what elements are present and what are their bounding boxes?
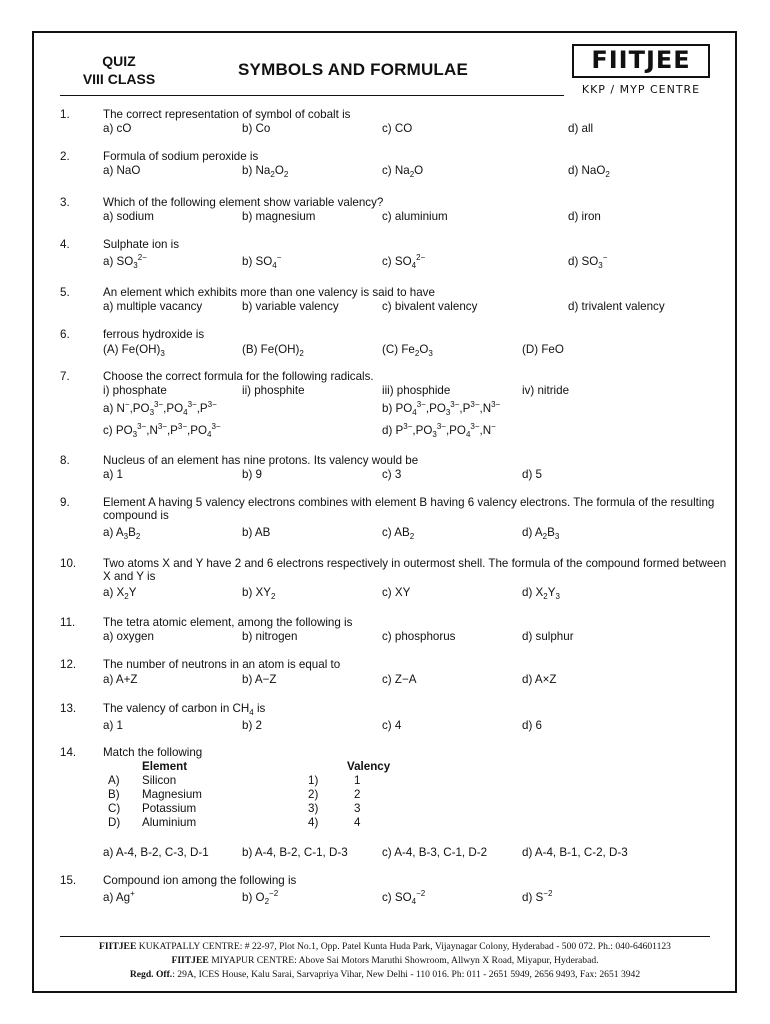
quiz-label [78, 52, 160, 88]
footer-brand: FIITJEE [99, 941, 137, 952]
match-number: 4) [308, 816, 319, 829]
option-a: a) $A_3B_2$ [103, 526, 141, 541]
question-14 [60, 746, 740, 866]
match-number: 2) [308, 788, 319, 801]
option-a: a) 1 [103, 719, 123, 732]
option-d: d) A-4, B-1, C-2, D-3 [522, 846, 628, 859]
question-number: 5. [60, 286, 70, 299]
option-d: (D) FeO [522, 343, 564, 356]
footer-address: KUKATPALLY CENTRE: # 22-97, Plot No.1, Opp. Patel Kunta Huda Park, Vijaynagar Colony, Hyderabad - 500 072. Ph.: 040-64601123 [138, 941, 671, 952]
footer-address: MIYAPUR CENTRE: Above Sai Motors Maruthi Showroom, Allwyn X Road, Miyapur, Hyderabad. [211, 955, 599, 966]
option-b: b) AB [242, 526, 271, 539]
option-c: c) $PO_3^{3-},N^{3-},P^{3-},PO_4^{3-}$ [103, 422, 221, 439]
option-a: a) $SO_3^{2-}$ [103, 253, 147, 270]
option-d: d) 5 [522, 468, 542, 481]
question-text: ferrous hydroxide is [103, 328, 205, 341]
option-a: a) cO [103, 122, 132, 135]
option-c: c) $AB_2$ [382, 526, 415, 541]
option-b: b) nitrogen [242, 630, 298, 643]
option-d: d) all [568, 122, 594, 135]
match-valency: 3 [354, 802, 361, 815]
option-d: d) $P^{3-},PO_3^{3-},PO_4^{3-},N^-$ [382, 422, 496, 439]
match-element: Potassium [142, 802, 197, 815]
option-b: (B) $Fe(OH)_2$ [242, 343, 304, 358]
option-d: d) 6 [522, 719, 542, 732]
option-d: d) $X_2Y_3$ [522, 586, 560, 601]
option-d: d) sulphur [522, 630, 574, 643]
radical-3: iii) phosphide [382, 384, 451, 397]
question-number: 4. [60, 238, 70, 251]
match-number: 3) [308, 802, 319, 815]
page-title: SYMBOLS AND FORMULAE [238, 60, 469, 79]
option-d: d) $A_2B_3$ [522, 526, 560, 541]
option-d: d) $SO_3^-$ [568, 253, 608, 270]
option-b: b) 9 [242, 468, 262, 481]
centre-label: KKP / MYP CENTRE [581, 83, 701, 96]
question-text: Choose the correct formula for the following radicals. [103, 370, 374, 383]
question-text: Match the following [103, 746, 203, 759]
question-number: 3. [60, 196, 70, 209]
match-valency: 2 [354, 788, 361, 801]
option-b: b) A-4, B-2, C-1, D-3 [242, 846, 348, 859]
option-a: a) oxygen [103, 630, 154, 643]
option-b: b) A−Z [242, 673, 277, 686]
question-number: 1. [60, 108, 70, 121]
match-valency: 4 [354, 816, 361, 829]
option-a: a) sodium [103, 210, 154, 223]
footer-line-2 [40, 955, 730, 967]
option-c: c) XY [382, 586, 411, 599]
match-element: Aluminium [142, 816, 197, 829]
question-number: 2. [60, 150, 70, 163]
question-text: Formula of sodium peroxide is [103, 150, 259, 163]
option-b: b) $XY_2$ [242, 586, 276, 601]
option-d: d) iron [568, 210, 601, 223]
option-c: c) $SO_4^{2-}$ [382, 253, 426, 270]
match-valency: 1 [354, 774, 361, 787]
option-c: c) bivalent valency [382, 300, 478, 313]
match-letter: C) [108, 802, 121, 815]
option-c: c) aluminium [382, 210, 448, 223]
radical-1: i) phosphate [103, 384, 167, 397]
question-number: 14. [60, 746, 77, 759]
question-number: 15. [60, 874, 77, 887]
match-number: 1) [308, 774, 319, 787]
question-text: The valency of carbon in $CH_4$ is [103, 702, 266, 717]
match-element: Magnesium [142, 788, 202, 801]
option-a: a) $N^-,PO_3^{3-},PO_4^{3-},P^{3-}$ [103, 400, 217, 417]
option-c: c) 4 [382, 719, 402, 732]
option-c: c) CO [382, 122, 413, 135]
option-b: b) variable valency [242, 300, 339, 313]
footer-address: : 29A, ICES House, Kalu Sarai, Sarvapriya Vihar, New Delhi - 110 016. Ph: 011 - 2651 5949, 2656 9493, Fax: 2651 3942 [172, 969, 641, 980]
question-text: Sulphate ion is [103, 238, 180, 251]
option-d: d) A×Z [522, 673, 557, 686]
question-text: Nucleus of an element has nine protons. Its valency would be [103, 454, 419, 467]
question-text: An element which exhibits more than one valency is said to have [103, 286, 435, 299]
option-a: a) $X_2Y$ [103, 586, 137, 601]
option-d: d) NaO$_2$ [568, 164, 610, 179]
question-number: 6. [60, 328, 70, 341]
valency-heading: Valency [347, 760, 391, 773]
radical-4: iv) nitride [522, 384, 570, 397]
option-c: c) $Na_2O$ [382, 164, 424, 179]
match-element: Silicon [142, 774, 177, 787]
option-b: b) magnesium [242, 210, 316, 223]
question-number: 11. [60, 616, 76, 629]
option-a: a) 1 [103, 468, 123, 481]
option-a: a) A-4, B-2, C-3, D-1 [103, 846, 209, 859]
match-letter: D) [108, 816, 121, 829]
fiitjee-logo: FIITJEE [572, 44, 710, 78]
option-c: (C) $Fe_2O_3$ [382, 343, 433, 358]
question-text: Two atoms X and Y have 2 and 6 electrons respectively in outermost shell. The formula of the compound formed between X and Y is [103, 557, 727, 583]
option-c: c) phosphorus [382, 630, 456, 643]
radical-2: ii) phosphite [242, 384, 305, 397]
element-heading: Element [142, 760, 188, 773]
footer-brand: FIITJEE [171, 955, 209, 966]
footer-line-3 [40, 969, 730, 981]
quiz-line: QUIZ [102, 53, 136, 69]
question-number: 8. [60, 454, 70, 467]
question-number: 12. [60, 658, 77, 671]
option-c: c) A-4, B-3, C-1, D-2 [382, 846, 488, 859]
question-text: Compound ion among the following is [103, 874, 297, 887]
option-b: b) 2 [242, 719, 262, 732]
footer-divider [60, 936, 710, 937]
question-number: 7. [60, 370, 70, 383]
question-text: The number of neutrons in an atom is equal to [103, 658, 341, 671]
header-divider [60, 95, 564, 96]
question-text: The tetra atomic element, among the following is [103, 616, 353, 629]
option-b: b) $SO_4^-$ [242, 253, 282, 270]
option-b: b) $O_2^{-2}$ [242, 889, 279, 906]
question-number: 13. [60, 702, 77, 715]
question-number: 9. [60, 496, 70, 509]
option-a: a) Ag+ [103, 889, 135, 904]
option-d: d) trivalent valency [568, 300, 665, 313]
option-b: b) $Na_2O_2$ [242, 164, 289, 179]
question-text: Element A having 5 valency electrons combines with element B having 6 valency electrons. The formula of the resulting compound is [103, 496, 715, 522]
question-number: 10. [60, 557, 77, 570]
option-a: a) A+Z [103, 673, 138, 686]
option-c: c) 3 [382, 468, 402, 481]
option-b: b) $PO_4^{3-},PO_3^{3-},P^{3-},N^{3-}$ [382, 400, 501, 417]
class-line: VIII CLASS [82, 71, 156, 87]
option-d: d) $S^{-2}$ [522, 889, 553, 904]
option-a: (A) $Fe(OH)_3$ [103, 343, 165, 358]
footer-line-1 [40, 941, 730, 953]
option-c: c) Z−A [382, 673, 417, 686]
match-letter: A) [108, 774, 120, 787]
footer-regd-label: Regd. Off. [129, 969, 173, 980]
question-text: Which of the following element show variable valency? [103, 196, 384, 209]
option-b: b) Co [242, 122, 271, 135]
question-text: The correct representation of symbol of cobalt is [103, 108, 351, 121]
option-a: a) multiple vacancy [103, 300, 203, 313]
option-a: a) NaO [103, 164, 141, 177]
match-letter: B) [108, 788, 120, 801]
option-c: c) $SO_4^{-2}$ [382, 889, 426, 906]
